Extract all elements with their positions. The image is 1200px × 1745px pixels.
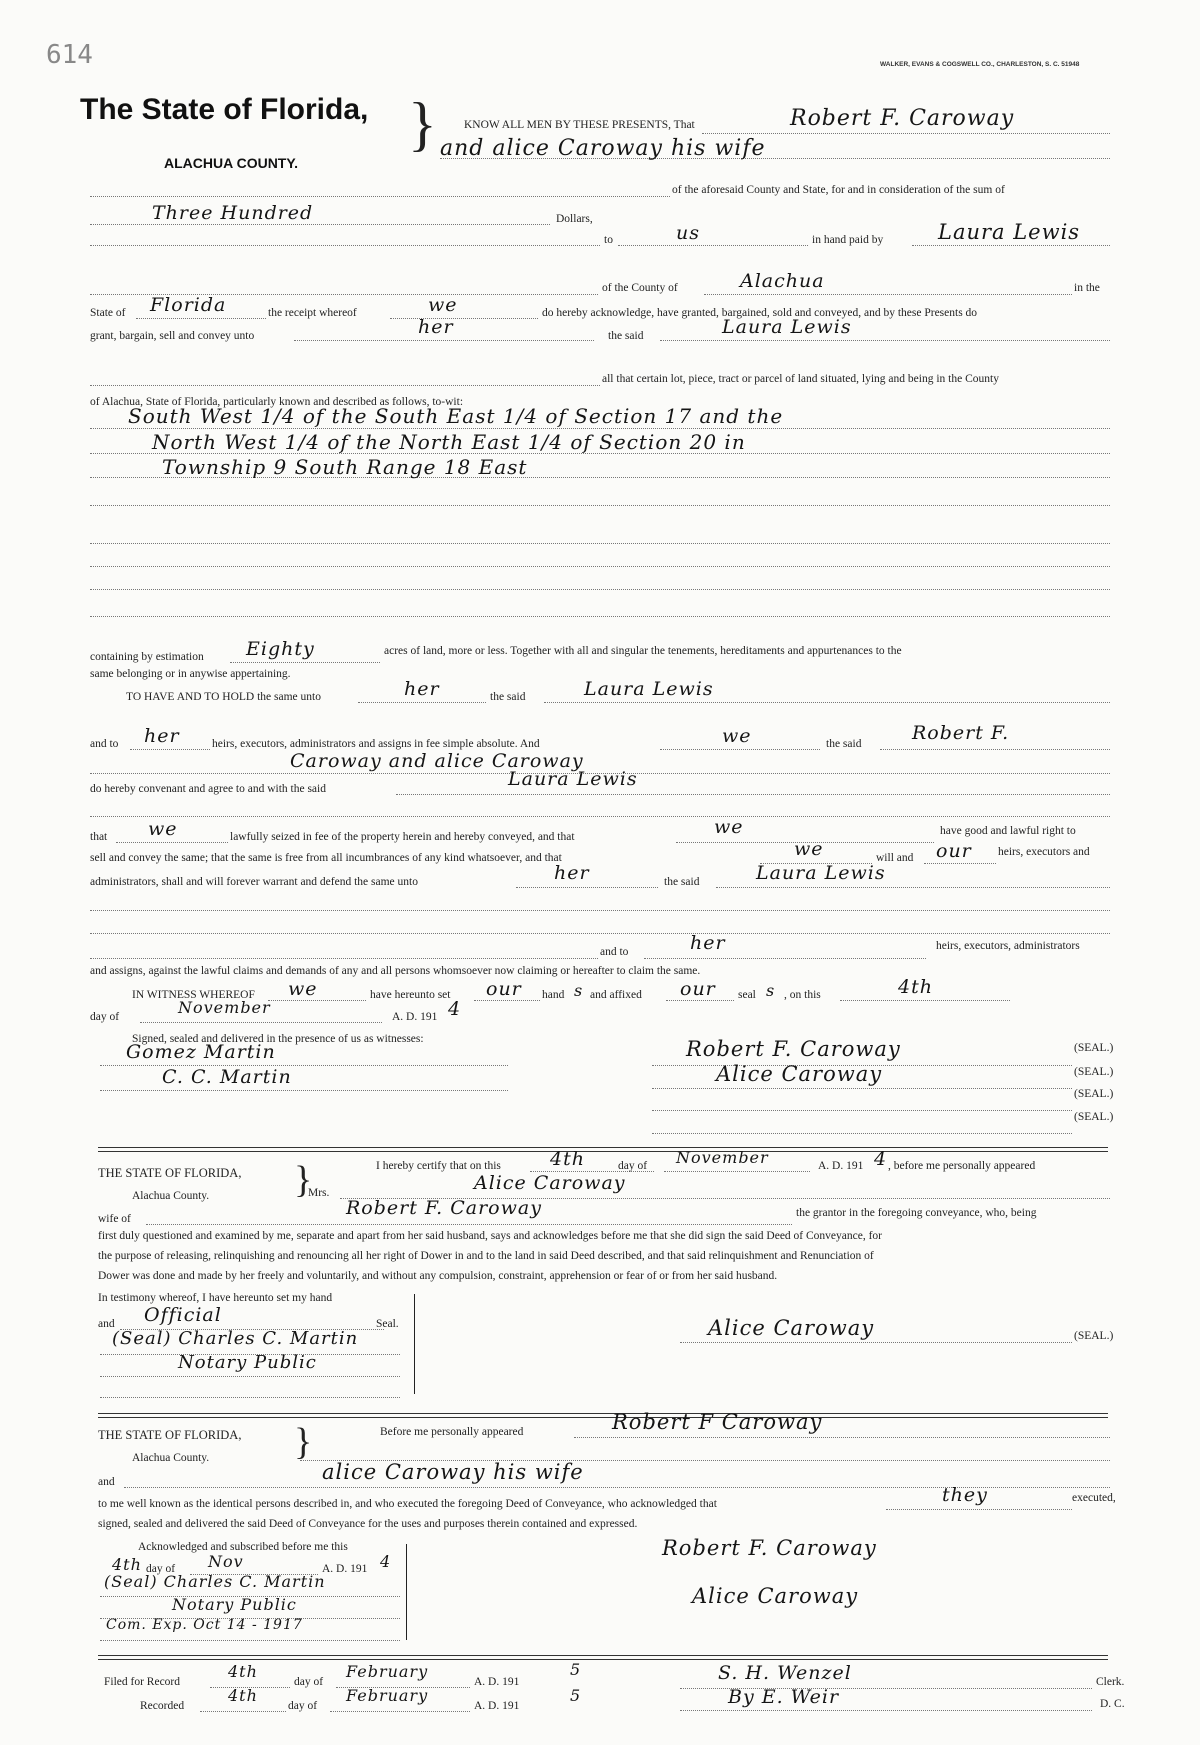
recorded-month: February [346, 1686, 429, 1705]
unto-value: her [418, 316, 454, 338]
dower-day: 4th [550, 1148, 585, 1170]
dotted-line [90, 589, 1110, 590]
consideration-amount: Three Hundred [152, 202, 314, 224]
known-value: they [942, 1484, 988, 1506]
page-number: 614 [46, 40, 93, 70]
recorded-year: 5 [570, 1686, 582, 1705]
mrs-name: Alice Caroway [474, 1172, 626, 1194]
dotted-line [912, 245, 1110, 246]
dotted-line [90, 505, 1110, 506]
hand-paid-text: in hand paid by [812, 234, 884, 246]
administrators-text: administrators, shall and will forever warrant and defend the same unto [90, 876, 418, 888]
sell-convey-text: sell and convey the same; that the same is free from all incumbrances of any kind whatsoever, and that [90, 852, 562, 864]
will-and-text: will and [876, 852, 914, 864]
dotted-line [840, 1000, 1010, 1001]
dower-notary-1: (Seal) Charles C. Martin [112, 1328, 359, 1349]
to-value: us [676, 222, 700, 244]
acknowledged-text: Acknowledged and subscribed before me this [138, 1541, 348, 1553]
dotted-line [90, 543, 1110, 544]
dotted-line [716, 887, 1110, 888]
seal-label-3: (SEAL.) [1074, 1088, 1114, 1100]
dower-signature: Alice Caroway [708, 1316, 875, 1340]
dower-notary-2: Notary Public [178, 1352, 317, 1373]
hand-text: hand [542, 989, 565, 1001]
dower-ad: A. D. 191 [818, 1160, 864, 1172]
seal-label-1: (SEAL.) [1074, 1042, 1114, 1054]
grantor-text: the grantor in the foregoing conveyance, who, being [796, 1207, 1037, 1219]
section-divider-2b [98, 1417, 1108, 1418]
the-said-text: the said [608, 330, 644, 342]
dotted-line [136, 318, 266, 319]
executed-text: executed, [1072, 1492, 1116, 1504]
state-title: The State of Florida, [80, 93, 369, 126]
dotted-line [90, 910, 1110, 911]
dotted-line [396, 794, 1110, 795]
filed-day: 4th [228, 1662, 258, 1681]
grantor-line-1 [702, 133, 1110, 134]
in-witness-text: IN WITNESS WHEREOF [132, 989, 255, 1001]
grantor-b: Caroway and alice Caroway [290, 750, 584, 772]
signed-ack-text: signed, sealed and delivered the said Deed of Conveyance for the uses and purposes therein contained and expressed. [98, 1518, 638, 1530]
dotted-line [330, 1711, 470, 1712]
header-brace: } [408, 91, 437, 157]
state-value: Florida [150, 294, 227, 316]
seized-value: we [714, 816, 744, 838]
before-me-text: Before me personally appeared [380, 1426, 524, 1438]
recorded-text: Recorded [140, 1700, 185, 1712]
description-line-1: South West 1/4 of the South East 1/4 of Section 17 and the [128, 404, 784, 428]
that-text: that [90, 831, 108, 843]
dotted-line [90, 224, 550, 225]
covenant-name: Laura Lewis [508, 768, 638, 790]
dotted-line [516, 887, 658, 888]
and-to-text: and to [90, 738, 119, 750]
dotted-line [704, 294, 1072, 295]
dotted-line [90, 933, 1110, 934]
grantor-name-1: Robert F. Caroway [790, 106, 1015, 131]
dotted-line [146, 1224, 792, 1225]
section-divider-2 [98, 1413, 1108, 1414]
ack-notary-3: Com. Exp. Oct 14 - 1917 [106, 1617, 303, 1633]
dower-and-value: Official [144, 1304, 222, 1326]
county-value: Alachua [740, 270, 825, 292]
grantee-name: Laura Lewis [938, 220, 1081, 244]
aforesaid-text: of the aforesaid County and State, for and in consideration of the sum of [672, 184, 1005, 196]
mrs-text: Mrs. [308, 1187, 330, 1199]
seal-text: seal [738, 989, 756, 1001]
dotted-line [652, 1088, 1072, 1089]
witness-month: November [178, 998, 271, 1017]
in-the-text: in the [1074, 282, 1100, 294]
heirs-value: her [144, 725, 180, 747]
section-divider-1 [98, 1147, 1108, 1148]
dotted-line [660, 340, 1110, 341]
ack-signature-2: Alice Caroway [692, 1584, 859, 1608]
affixed-text: and affixed [590, 989, 642, 1001]
section-divider-3 [98, 1655, 1108, 1656]
covenant-text: do hereby convenant and agree to and with the said [90, 783, 326, 795]
the-said-text-2: the said [490, 691, 526, 703]
ack-person-1: Robert F Caroway [612, 1410, 823, 1434]
dotted-line [90, 616, 1110, 617]
dower-para-2: the purpose of releasing, relinquishing and renouncing all her right of Dower in and to the land in said Deed described, and that said relinquishment and Renunciation of [98, 1250, 874, 1262]
the-said-text-4: the said [664, 876, 700, 888]
filed-year: 5 [570, 1660, 582, 1679]
acres-text: acres of land, more or less. Together with all and singular the tenements, hereditaments and appurtenances to the [384, 645, 902, 657]
state-of-text: State of [90, 307, 126, 319]
ack-signature-1: Robert F. Caroway [662, 1536, 877, 1560]
dower-brace: } [294, 1159, 313, 1201]
dotted-line [90, 566, 1110, 567]
dower-month: November [676, 1148, 769, 1167]
recorded-day: 4th [228, 1686, 258, 1705]
dc-text: D. C. [1100, 1698, 1125, 1710]
dotted-line [880, 749, 1110, 750]
dotted-line [140, 1022, 382, 1023]
dotted-line [886, 1509, 1072, 1510]
grantor-name-2: and alice Caroway his wife [440, 136, 766, 161]
affixed-value: our [680, 978, 716, 1000]
containing-text: containing by estimation [90, 651, 204, 663]
dotted-line [924, 863, 996, 864]
ack-ad: A. D. 191 [322, 1563, 368, 1575]
belonging-text: same belonging or in anywise appertaining. [90, 668, 291, 680]
witness-1: Gomez Martin [126, 1041, 276, 1063]
known-text: to me well known as the identical persons described in, and who executed the foregoing Deed of Conveyance, who acknowledged that [98, 1498, 717, 1510]
and-to-value-2: her [690, 932, 726, 954]
of-county-text: of the County of [602, 282, 678, 294]
recorded-ad: A. D. 191 [474, 1700, 520, 1712]
filed-ad: A. D. 191 [474, 1676, 520, 1688]
ack-year: 4 [380, 1552, 392, 1571]
dotted-line [644, 958, 926, 959]
will-and-value: our [936, 840, 972, 862]
filed-month: February [346, 1662, 429, 1681]
dotted-line [358, 702, 486, 703]
seal-s: s [766, 981, 776, 1000]
set-value: our [486, 978, 522, 1000]
description-line-3: Township 9 South Range 18 East [162, 455, 528, 479]
dotted-line [130, 749, 210, 750]
heirs-exec-text: heirs, executors and [998, 846, 1090, 858]
ack-and: and [98, 1476, 115, 1488]
dower-county: Alachua County. [132, 1190, 210, 1202]
receipt-text: the receipt whereof [268, 307, 357, 319]
seal-label-2: (SEAL.) [1074, 1066, 1114, 1078]
dotted-line [544, 702, 1110, 703]
day-of-text: day of [90, 1011, 120, 1023]
dotted-line [680, 1710, 1092, 1711]
the-said-text-3: the said [826, 738, 862, 750]
defend-value: her [554, 862, 590, 884]
to-have-text: TO HAVE AND TO HOLD the same unto [126, 691, 321, 703]
certify-text: I hereby certify that on this [376, 1160, 501, 1172]
have-name: Laura Lewis [584, 678, 714, 700]
testimony-text: In testimony whereof, I have hereunto set my hand [98, 1292, 333, 1304]
dotted-line [680, 1342, 1072, 1343]
dower-state: THE STATE OF FLORIDA, [98, 1166, 242, 1180]
ack-notary-1: (Seal) Charles C. Martin [104, 1572, 326, 1591]
witness-2: C. C. Martin [162, 1066, 292, 1088]
description-line-2: North West 1/4 of the North East 1/4 of Section 20 in [152, 430, 746, 454]
know-all-text: KNOW ALL MEN BY THESE PRESENTS, That [464, 119, 695, 131]
and-value: we [722, 725, 752, 747]
dollars-text: Dollars, [556, 213, 593, 225]
dower-day-of: day of [618, 1160, 648, 1172]
ack-bracket [406, 1544, 407, 1640]
dotted-line [100, 1090, 508, 1091]
heirs-text: heirs, executors, administrators and assigns in fee simple absolute. And [212, 738, 540, 750]
dotted-line [90, 428, 1110, 429]
clerk-text: Clerk. [1096, 1676, 1125, 1688]
dotted-line [116, 842, 228, 843]
signed-text: Signed, sealed and delivered in the presence of us as witnesses: [132, 1033, 424, 1045]
defend-name: Laura Lewis [756, 862, 886, 884]
on-this-text: , on this [784, 989, 821, 1001]
filed-text: Filed for Record [104, 1676, 181, 1688]
dotted-line [574, 1437, 1110, 1438]
grant-text: grant, bargain, sell and convey unto [90, 330, 255, 342]
witness-who: we [288, 978, 318, 1000]
husband-name: Robert F. Caroway [346, 1197, 542, 1219]
acknowledge-text: do hereby acknowledge, have granted, bargained, sold and conveyed, and by these Presents do [542, 307, 978, 319]
dower-year: 4 [874, 1148, 888, 1170]
dotted-line [90, 958, 598, 959]
acres-value: Eighty [246, 638, 315, 660]
dotted-line [294, 340, 594, 341]
clerk-name: S. H. Wenzel [718, 1662, 852, 1684]
dotted-line [100, 1376, 400, 1377]
ack-day: 4th [112, 1555, 142, 1574]
dotted-line [200, 1711, 286, 1712]
lot-text: all that certain lot, piece, tract or parcel of land situated, lying and being in the County [602, 373, 999, 385]
witness-day: 4th [898, 976, 933, 998]
assigns-text: and assigns, against the lawful claims and demands of any and all persons whomsoever now claiming or hereafter to claim the same. [90, 965, 701, 977]
ack-month: Nov [208, 1552, 244, 1571]
dower-para-1: first duly questioned and examined by me, separate and apart from her said husband, says and acknowledges before me that she did sign the said Deed of Conveyance, for [98, 1230, 882, 1242]
dotted-line [90, 245, 600, 246]
ack-state: THE STATE OF FLORIDA, [98, 1428, 242, 1442]
appeared-text: , before me personally appeared [888, 1160, 1036, 1172]
section-divider-1b [98, 1151, 1108, 1152]
ack-notary-2: Notary Public [172, 1595, 297, 1614]
seal-label-4: (SEAL.) [1074, 1111, 1114, 1123]
dotted-line [230, 662, 380, 663]
signature-2: Alice Caroway [716, 1062, 883, 1086]
dotted-line [652, 1110, 1072, 1111]
dotted-line [618, 245, 808, 246]
county-title: ALACHUA COUNTY. [164, 155, 299, 171]
witness-year: 4 [448, 998, 462, 1020]
to-text: to [604, 234, 613, 246]
said-grantee: Laura Lewis [722, 316, 852, 338]
ack-person-2: alice Caroway his wife [322, 1460, 584, 1484]
dotted-line [90, 196, 670, 197]
receipt-who: we [428, 294, 458, 316]
dotted-line [666, 1000, 734, 1001]
heirs-exec-admin-text: heirs, executors, administrators [936, 940, 1080, 952]
dotted-line [652, 1133, 1072, 1134]
of-alachua-text: of Alachua, State of Florida, particularly known and described as follows, to-wit: [90, 396, 464, 408]
dower-and: and [98, 1318, 115, 1330]
dotted-line [664, 1171, 810, 1172]
ad-text: A. D. 191 [392, 1011, 438, 1023]
will-value: we [794, 838, 824, 860]
dotted-line [100, 1640, 400, 1641]
dotted-line [390, 318, 538, 319]
ack-county: Alachua County. [132, 1452, 210, 1464]
deputy-name: By E. Weir [728, 1686, 840, 1708]
dower-seal-label: (SEAL.) [1074, 1330, 1114, 1342]
section-divider-3b [98, 1659, 1108, 1660]
dower-bracket [414, 1294, 415, 1394]
filed-day-of: day of [294, 1676, 324, 1688]
wife-of-text: wife of [98, 1213, 131, 1225]
printer-imprint: WALKER, EVANS & COGSWELL CO., CHARLESTON, S. C. 51948 [880, 61, 1080, 68]
hand-s: s [574, 981, 584, 1000]
seized-text: lawfully seized in fee of the property herein and hereby conveyed, and that [230, 831, 575, 843]
dotted-line [660, 749, 820, 750]
signature-1: Robert F. Caroway [686, 1037, 901, 1061]
that-value: we [148, 818, 178, 840]
dower-seal-text: Seal. [376, 1318, 399, 1330]
grantor-a: Robert F. [912, 722, 1010, 744]
ack-brace: } [294, 1421, 313, 1463]
dotted-line [100, 1397, 400, 1398]
dotted-line [90, 385, 600, 386]
have-set-text: have hereunto set [370, 989, 451, 1001]
dotted-line [90, 816, 1110, 817]
recorded-day-of: day of [288, 1700, 318, 1712]
dotted-line [268, 1000, 366, 1001]
dower-para-3: Dower was done and made by her freely and voluntarily, and without any compulsion, constraint, apprehension or fear of or from her said husband. [98, 1270, 778, 1282]
dotted-line [474, 1000, 540, 1001]
and-to-text-2: and to [600, 946, 629, 958]
ack-day-of: day of [146, 1563, 176, 1575]
have-value: her [404, 678, 440, 700]
good-right-text: have good and lawful right to [940, 825, 1076, 837]
